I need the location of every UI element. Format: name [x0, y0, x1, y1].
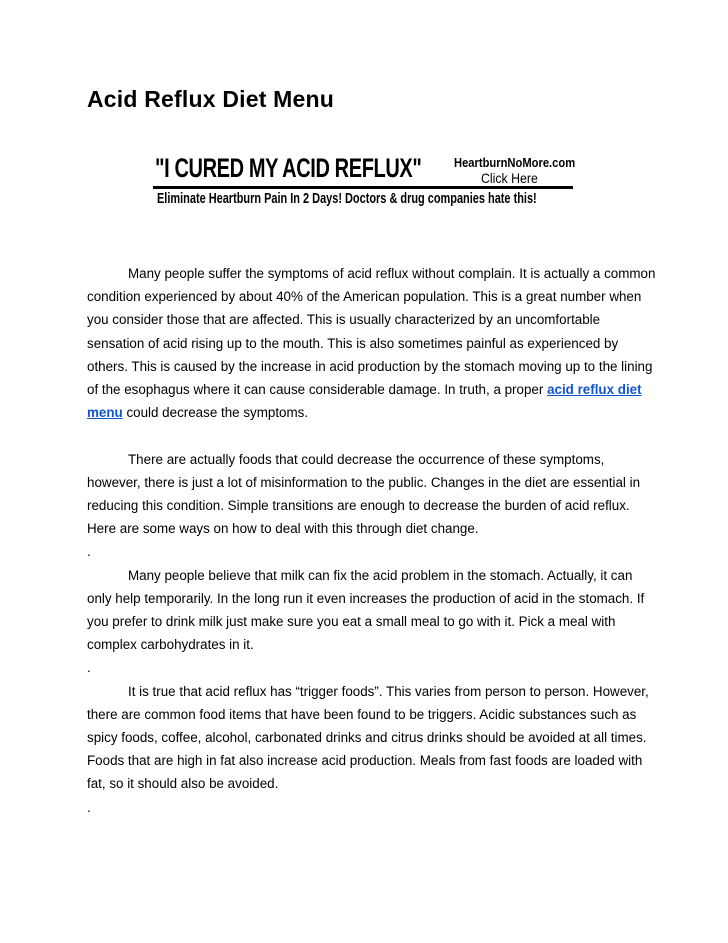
banner-tagline: Eliminate Heartburn Pain In 2 Days! Doctors & drug companies hate this! [157, 190, 537, 207]
acid-reflux-diet-menu-link[interactable]: acid reflux diet menu [87, 382, 642, 421]
separator-dot: . [87, 660, 91, 676]
banner-click-here[interactable]: Click Here [481, 170, 538, 186]
paragraph-trigger-foods: It is true that acid reflux has “trigger foods”. This varies from person to person. However, there are common food items that have been found to be triggers. Acidic substances such as spicy foods, coffee, alcohol, carbonated drinks and citrus drinks should be avoided at all times. Foods that are high in fat also increase acid production. Meals from fast foods are loaded with fat, so it should also be avoided. [87, 683, 649, 792]
page-title: Acid Reflux Diet Menu [87, 86, 335, 112]
paragraph-intro-text: Many people suffer the symptoms of acid reflux without complain. It is actually a common condition experienced by about 40% of the American population. This is a great number when you consider those that are affected. This is usually characterized by an uncomfortable sensation of acid rising up to the mouth. This is also sometimes painful as experienced by others. This is caused by the increase in acid production by the stomach moving up to the lining of the esophagus where it can cause considerable damage. In truth, a proper [87, 266, 656, 398]
banner-divider [153, 186, 573, 189]
article-body [87, 262, 657, 819]
paragraph-milk: Many people believe that milk can fix the acid problem in the stomach. Actually, it can only help temporarily. In the long run it even increases the production of acid in the stomach. If you prefer to drink milk just make sure you eat a small meal to go with it. Pick a meal with complex carbohydrates in it. [87, 567, 645, 653]
paragraph-intro-tail: could decrease the symptoms. [126, 405, 309, 421]
banner-headline: "I CURED MY ACID REFLUX" [155, 153, 422, 183]
banner-site: HeartburnNoMore.com [454, 155, 576, 170]
separator-dot: . [87, 799, 91, 815]
paragraph-foods: There are actually foods that could decrease the occurrence of these symptoms, however, there is just a lot of misinformation to the public. Changes in the diet are essential in reducing this condition. Simple transitions are enough to decrease the burden of acid reflux. Here are some ways on how to deal with this through diet change. [87, 451, 641, 537]
separator-dot: . [87, 544, 91, 560]
paragraph-intro [87, 262, 657, 424]
advert-banner[interactable] [153, 151, 575, 211]
